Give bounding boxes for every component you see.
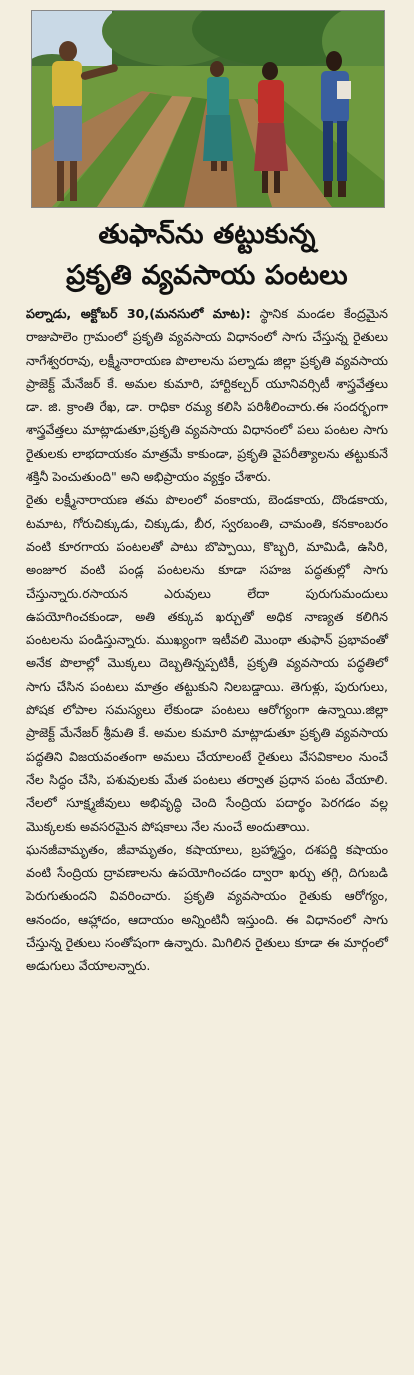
dateline: పల్నాడు, అక్టోబర్ 30,(మనసులో మాట): <box>26 306 251 321</box>
headline-line-1: తుఫాన్‌ను తట్టుకున్న <box>98 219 316 250</box>
headline-line-2: ప్రకృతి వ్యవసాయ పంటలు <box>66 260 348 291</box>
news-clipping <box>22 10 392 978</box>
headline <box>22 214 392 296</box>
field-visit-photo <box>32 11 384 207</box>
article-photo <box>31 10 385 208</box>
article-body <box>22 302 392 978</box>
article-paragraph-2: రైతు లక్ష్మీనారాయణ తమ పొలంలో వంకాయ, బెండకాయ, దొండకాయ, టమాట, గోరుచిక్కుడు, చిక్కుడు, బీర, స్వరబంతి, చామంతి, కనకాంబరం వంటి కూరగాయ పంటలతో పాటు బొప్పాయి, కొబ్బరి, మామిడి, ఉసిరి, అంజూర వంటి పండ్ల పంటలను కూడా సహజ పద్ధతుల్లో సాగు చేస్తున్నారు.రసాయన ఎరువులు లేదా పురుగుమందులు ఉపయోగించకుండా, అతి తక్కువ ఖర్చుతో అధిక నాణ్యత కలిగిన పంటలను పండిస్తున్నారు. ముఖ్యంగా ఇటీవలి మొంథా తుఫాన్ ప్రభావంతో అనేక పొలాల్లో మొక్కలు దెబ్బతిన్నప్పటికీ, ప్రకృతి వ్యవసాయ పద్ధతిలో సాగు చేసిన పంటలు మాత్రం తట్టుకుని నిలబడ్డాయి. తెగుళ్లు, పురుగులు, పోషక లోపాల సమస్యలు లేకుండా పంటలు ఆరోగ్యంగా ఉన్నాయి.జిల్లా ప్రాజెక్ట్ మేనేజర్ శ్రీమతి కే. అమల కుమారి మాట్లాడుతూ ప్రకృతి వ్యవసాయ పద్ధతిని విజయవంతంగా అమలు చేయాలంటే రైతులు వేసవికాలం నుంచే నేల సిద్ధం చేసి, పశువులకు మేత పంటలు తర్వాత ప్రధాన పంట వేయాలి. నేలలో సూక్ష్మజీవులు అభివృద్ధి చెంది సేంద్రియ పదార్థం పెరగడం వల్ల మొక్కలకు అవసరమైన పోషకాలు నేల నుంచే అందుతాయి. <box>26 492 388 834</box>
article-paragraph-1 <box>26 302 388 488</box>
paragraph-text: స్థానిక మండల కేంద్రమైన రాజుపాలెం గ్రామంలో ప్రకృతి వ్యవసాయ విధానంలో సాగు చేస్తున్న రైతులు నాగేశ్వరరావు, లక్ష్మీనారాయణ పొలాలను పల్నాడు జిల్లా ప్రకృతి వ్యవసాయ ప్రాజెక్ట్ మేనేజర్ కే. అమల కుమారి, హార్టికల్చర్ యూనివర్సిటీ శాస్త్రవేత్తలు డా. జి. క్రాంతి రేఖ, డా. రాధికా రమ్య కలిసి పరిశీలించారు.ఈ సందర్భంగా శాస్త్రవేత్తలు మాట్లాడుతూ,ప్రకృతి వ్యవసాయ విధానంలో పలు పంటల సాగు రైతులకు లాభదాయకం మాత్రమే కాకుండా, ప్రకృతి వైపరీత్యాలను తట్టుకునే శక్తినీ పెంచుతుంది" అని అభిప్రాయం వ్యక్తం చేశారు. <box>26 306 388 485</box>
article-paragraph-3: ఘనజీవామృతం, జీవామృతం, కషాయాలు, బ్రహ్మాస్త్రం, దశపర్ణి కషాయం వంటి సేంద్రియ ద్రావణాలను ఉపయోగించడం ద్వారా ఖర్చు తగ్గి, దిగుబడి పెరుగుతుందని వివరించారు. ప్రకృతి వ్యవసాయం రైతుకు ఆరోగ్యం, ఆనందం, ఆహ్లాదం, ఆదాయం అన్నింటినీ ఇస్తుంది. ఈ విధానంలో సాగు చేస్తున్న రైతులు సంతోషంగా ఉన్నారు. మిగిలిన రైతులు కూడా ఈ మార్గంలో అడుగులు వేయాలన్నారు. <box>26 841 388 974</box>
